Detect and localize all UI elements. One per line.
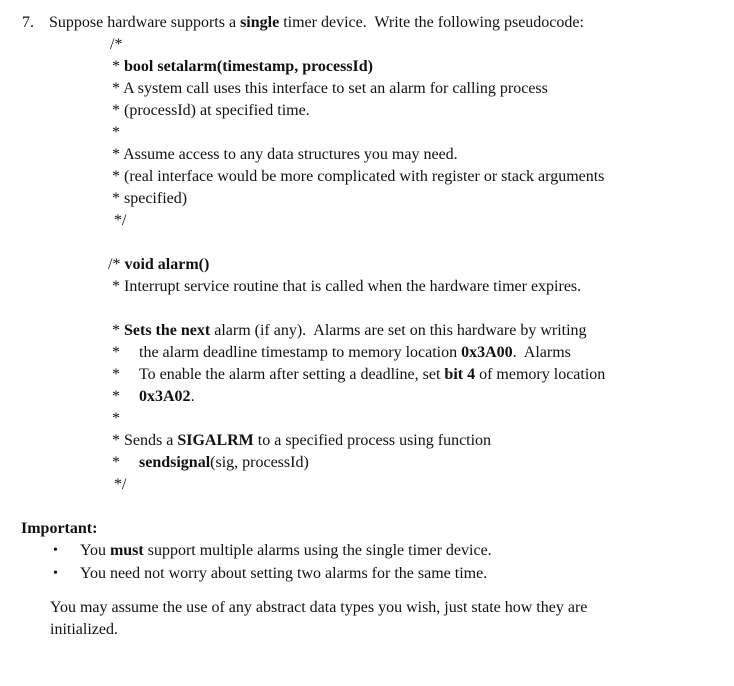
comment-star: * [112, 388, 120, 405]
comment-open: /* [110, 36, 123, 53]
setalarm-signature [112, 57, 373, 77]
line-text: . [190, 388, 195, 405]
memory-address: 0x3A02 [139, 388, 191, 405]
bullet-icon: • [53, 566, 58, 581]
intro-text: Suppose hardware supports a [49, 14, 241, 31]
bold-phrase: Sets the next [124, 322, 211, 339]
alarm-signature [108, 255, 209, 275]
line-text: support multiple alarms using the single timer device. [143, 542, 492, 559]
closing-paragraph: initialized. [50, 621, 118, 638]
comment-star: * [112, 410, 120, 427]
comment-star: * [112, 454, 120, 471]
comment-line [139, 343, 571, 363]
function-name: sendsignal [139, 454, 211, 471]
setalarm-name: bool setalarm(timestamp, processId) [124, 58, 374, 75]
comment-star: * [112, 344, 120, 361]
line-text: of memory location [475, 366, 606, 383]
comment-open: /* [108, 256, 125, 273]
comment-star: * [112, 366, 120, 383]
question-intro [49, 13, 584, 33]
comment-close: */ [114, 476, 127, 493]
line-text: You [80, 542, 110, 559]
line-text: . Alarms [512, 344, 571, 361]
signal-name: SIGALRM [177, 432, 254, 449]
emphasis: must [109, 542, 144, 559]
memory-address: 0x3A00 [461, 344, 513, 361]
intro-bold: single [240, 14, 280, 31]
comment-line: * [112, 124, 120, 141]
list-item: You need not worry about setting two alarms for the same time. [80, 565, 488, 582]
star-prefix: * [112, 58, 124, 75]
comment-line: * (processId) at specified time. [112, 102, 310, 119]
line-text: to a specified process using function [253, 432, 492, 449]
comment-close: */ [114, 212, 127, 229]
alarm-name: void alarm() [124, 256, 210, 273]
bit-number: bit 4 [444, 366, 476, 383]
comment-line: * Assume access to any data structures you may need. [112, 146, 458, 163]
intro-end: timer device. Write the following pseudocode: [279, 14, 584, 31]
comment-line [112, 321, 587, 341]
comment-line: * Interrupt service routine that is called when the hardware timer expires. [112, 278, 582, 295]
bullet-icon: • [53, 543, 58, 558]
comment-line: * (real interface would be more complicated with register or stack arguments [112, 168, 605, 185]
line-text: (sig, processId) [210, 454, 309, 471]
star-prefix: * [112, 322, 124, 339]
comment-line [112, 431, 491, 451]
comment-line: * A system call uses this interface to set an alarm for calling process [112, 80, 548, 97]
comment-line [139, 453, 309, 473]
closing-paragraph: You may assume the use of any abstract data types you wish, just state how they are [50, 599, 588, 616]
comment-line: * specified) [112, 190, 188, 207]
comment-line [139, 365, 605, 385]
question-number: 7. [22, 14, 34, 31]
list-item [80, 541, 492, 561]
important-heading: Important: [21, 520, 98, 537]
line-text: the alarm deadline timestamp to memory location [139, 344, 462, 361]
comment-line [139, 387, 195, 407]
line-text: alarm (if any). Alarms are set on this hardware by writing [210, 322, 587, 339]
line-text: * Sends a [112, 432, 178, 449]
line-text: To enable the alarm after setting a deadline, set [139, 366, 445, 383]
